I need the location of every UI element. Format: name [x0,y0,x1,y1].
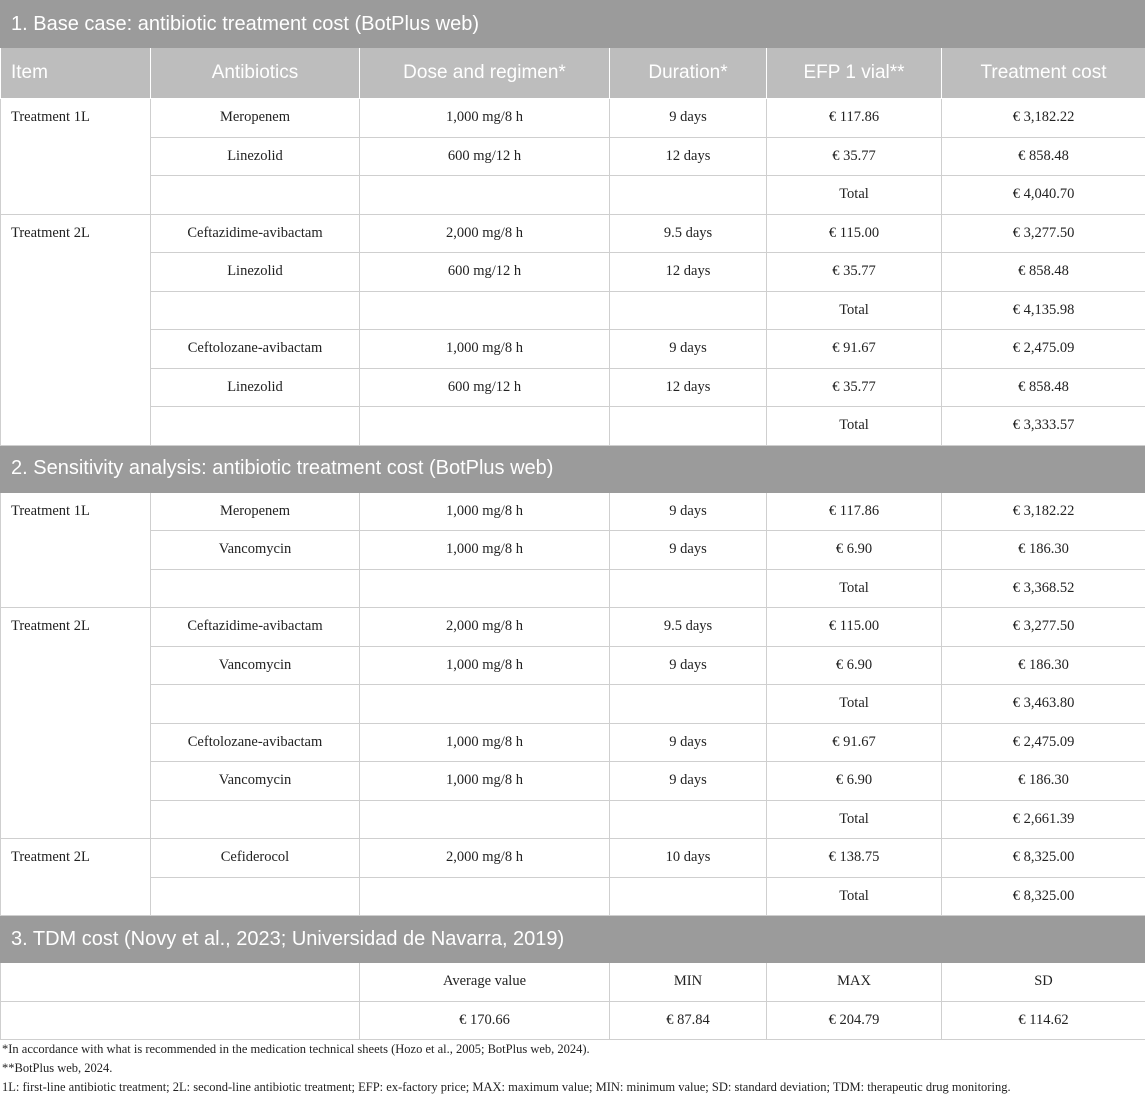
column-header: Treatment cost [942,48,1145,99]
table-row [1,291,1145,330]
table-cell: € 8,325.00 [942,877,1145,916]
table-cell [610,176,767,215]
table-cell [360,407,610,446]
table-cell [360,176,610,215]
table-cell: 2,000 mg/8 h [360,214,610,253]
table-cell: 9 days [610,646,767,685]
table-cell: € 138.75 [767,839,942,878]
table-cell: € 8,325.00 [942,839,1145,878]
table-cell: 1,000 mg/8 h [360,531,610,570]
table-cell [151,407,360,446]
table-cell: € 2,475.09 [942,723,1145,762]
cost-table-body [1,1,1145,1040]
table-cell: 2,000 mg/8 h [360,839,610,878]
table-cell: Total [767,877,942,916]
table-cell: 9 days [610,723,767,762]
tdm-labels-row [1,963,1145,1002]
table-cell: Meropenem [151,492,360,531]
table-cell: Total [767,176,942,215]
table-cell [151,685,360,724]
table-row [1,531,1145,570]
table-cell [360,569,610,608]
table-cell: € 4,135.98 [942,291,1145,330]
column-header: Dose and regimen* [360,48,610,99]
item-cell: Treatment 2L [1,608,151,839]
section-title: 2. Sensitivity analysis: antibiotic treatment cost (BotPlus web) [1,445,1145,492]
table-cell [151,877,360,916]
table-cell: Linezolid [151,253,360,292]
table-cell: € 858.48 [942,368,1145,407]
section-header [1,1,1145,48]
table-cell: € 3,333.57 [942,407,1145,446]
table-cell: € 2,661.39 [942,800,1145,839]
table-cell [151,176,360,215]
table-cell: Total [767,291,942,330]
table-cell [360,800,610,839]
table-cell: Total [767,800,942,839]
item-cell: Treatment 1L [1,99,151,215]
table-cell: 9.5 days [610,214,767,253]
section-header [1,916,1145,963]
table-cell: € 115.00 [767,608,942,647]
item-cell: Treatment 2L [1,839,151,916]
table-row [1,407,1145,446]
table-cell: 1,000 mg/8 h [360,330,610,369]
table-cell: € 186.30 [942,762,1145,801]
empty-cell [1,1001,360,1040]
column-header-row [1,48,1145,99]
tdm-cell: MAX [767,963,942,1002]
column-header: EFP 1 vial** [767,48,942,99]
table-cell: 600 mg/12 h [360,368,610,407]
tdm-cell: SD [942,963,1145,1002]
section-title: 1. Base case: antibiotic treatment cost (BotPlus web) [1,1,1145,48]
column-header: Duration* [610,48,767,99]
table-cell: 9 days [610,492,767,531]
table-row [1,176,1145,215]
table-cell: € 6.90 [767,531,942,570]
table-cell: Total [767,569,942,608]
table-cell: Cefiderocol [151,839,360,878]
table-cell: 9 days [610,330,767,369]
table-cell: Total [767,407,942,446]
table-cell [610,800,767,839]
table-cell: 1,000 mg/8 h [360,492,610,531]
table-row [1,368,1145,407]
table-cell [610,877,767,916]
tdm-cell: € 114.62 [942,1001,1145,1040]
section-title: 3. TDM cost (Novy et al., 2023; Universidad de Navarra, 2019) [1,916,1145,963]
table-cell: € 3,277.50 [942,214,1145,253]
table-cell: Linezolid [151,368,360,407]
table-cell [610,685,767,724]
table-cell: € 858.48 [942,137,1145,176]
tdm-cell: € 87.84 [610,1001,767,1040]
table-cell: Vancomycin [151,762,360,801]
footnote: **BotPlus web, 2024. [2,1061,113,1075]
table-cell: 9 days [610,531,767,570]
table-cell [360,291,610,330]
table-cell [360,685,610,724]
tdm-values-row [1,1001,1145,1040]
table-cell [360,877,610,916]
table-row [1,492,1145,531]
table-cell: € 4,040.70 [942,176,1145,215]
table-cell: 9 days [610,762,767,801]
table-cell: Ceftazidime-avibactam [151,608,360,647]
table-cell: 10 days [610,839,767,878]
table-row [1,762,1145,801]
table-cell: Total [767,685,942,724]
table-cell: 1,000 mg/8 h [360,646,610,685]
empty-cell [1,963,360,1002]
table-cell: 1,000 mg/8 h [360,99,610,138]
table-row [1,685,1145,724]
table-cell: 1,000 mg/8 h [360,723,610,762]
table-cell [610,569,767,608]
table-row [1,253,1145,292]
table-cell: € 35.77 [767,137,942,176]
table-cell: 12 days [610,253,767,292]
table-cell: € 35.77 [767,253,942,292]
table-cell: Ceftazidime-avibactam [151,214,360,253]
table-row [1,608,1145,647]
table-cell: Meropenem [151,99,360,138]
item-cell: Treatment 2L [1,214,151,445]
section-header [1,445,1145,492]
tdm-cell: € 170.66 [360,1001,610,1040]
item-cell: Treatment 1L [1,492,151,608]
table-row [1,137,1145,176]
table-cell: € 186.30 [942,531,1145,570]
table-row [1,646,1145,685]
table-row [1,723,1145,762]
table-cell [610,291,767,330]
table-cell: € 3,182.22 [942,492,1145,531]
table-cell: 600 mg/12 h [360,137,610,176]
table-cell: € 117.86 [767,492,942,531]
table-cell: 600 mg/12 h [360,253,610,292]
table-cell [151,800,360,839]
table-cell: € 3,277.50 [942,608,1145,647]
table-cell: 1,000 mg/8 h [360,762,610,801]
table-row [1,214,1145,253]
table-cell: Ceftolozane-avibactam [151,723,360,762]
table-cell: Linezolid [151,137,360,176]
tdm-cell: MIN [610,963,767,1002]
column-header: Antibiotics [151,48,360,99]
table-cell: € 858.48 [942,253,1145,292]
table-row [1,330,1145,369]
table-cell: € 3,182.22 [942,99,1145,138]
table-cell: 9.5 days [610,608,767,647]
table-cell: € 186.30 [942,646,1145,685]
table-cell: Vancomycin [151,646,360,685]
table-cell: 12 days [610,368,767,407]
footnotes [2,1040,1142,1097]
table-row [1,800,1145,839]
tdm-cell: Average value [360,963,610,1002]
table-cell: 12 days [610,137,767,176]
table-cell: € 3,463.80 [942,685,1145,724]
table-cell: € 2,475.09 [942,330,1145,369]
table-cell: € 6.90 [767,762,942,801]
table-cell: € 3,368.52 [942,569,1145,608]
footnote: *In accordance with what is recommended in the medication technical sheets (Hozo et al., 2005; BotPlus web, 2024). [2,1042,590,1056]
table-cell: 9 days [610,99,767,138]
table-cell: Ceftolozane-avibactam [151,330,360,369]
footnote: 1L: first-line antibiotic treatment; 2L: second-line antibiotic treatment; EFP: ex-factory price; MAX: maximum value; MIN: minimum value; SD: standard deviation; TDM: therapeutic drug monitoring. [2,1080,1011,1094]
table-cell [151,291,360,330]
table-cell: € 91.67 [767,330,942,369]
table-row [1,877,1145,916]
table-cell [151,569,360,608]
table-cell: € 117.86 [767,99,942,138]
table-row [1,839,1145,878]
table-cell: Vancomycin [151,531,360,570]
table-cell: € 35.77 [767,368,942,407]
table-cell: € 6.90 [767,646,942,685]
tdm-cell: € 204.79 [767,1001,942,1040]
table-row [1,99,1145,138]
table-cell [610,407,767,446]
table-row [1,569,1145,608]
table-cell: € 91.67 [767,723,942,762]
table-cell: € 115.00 [767,214,942,253]
column-header: Item [1,48,151,99]
table-cell: 2,000 mg/8 h [360,608,610,647]
